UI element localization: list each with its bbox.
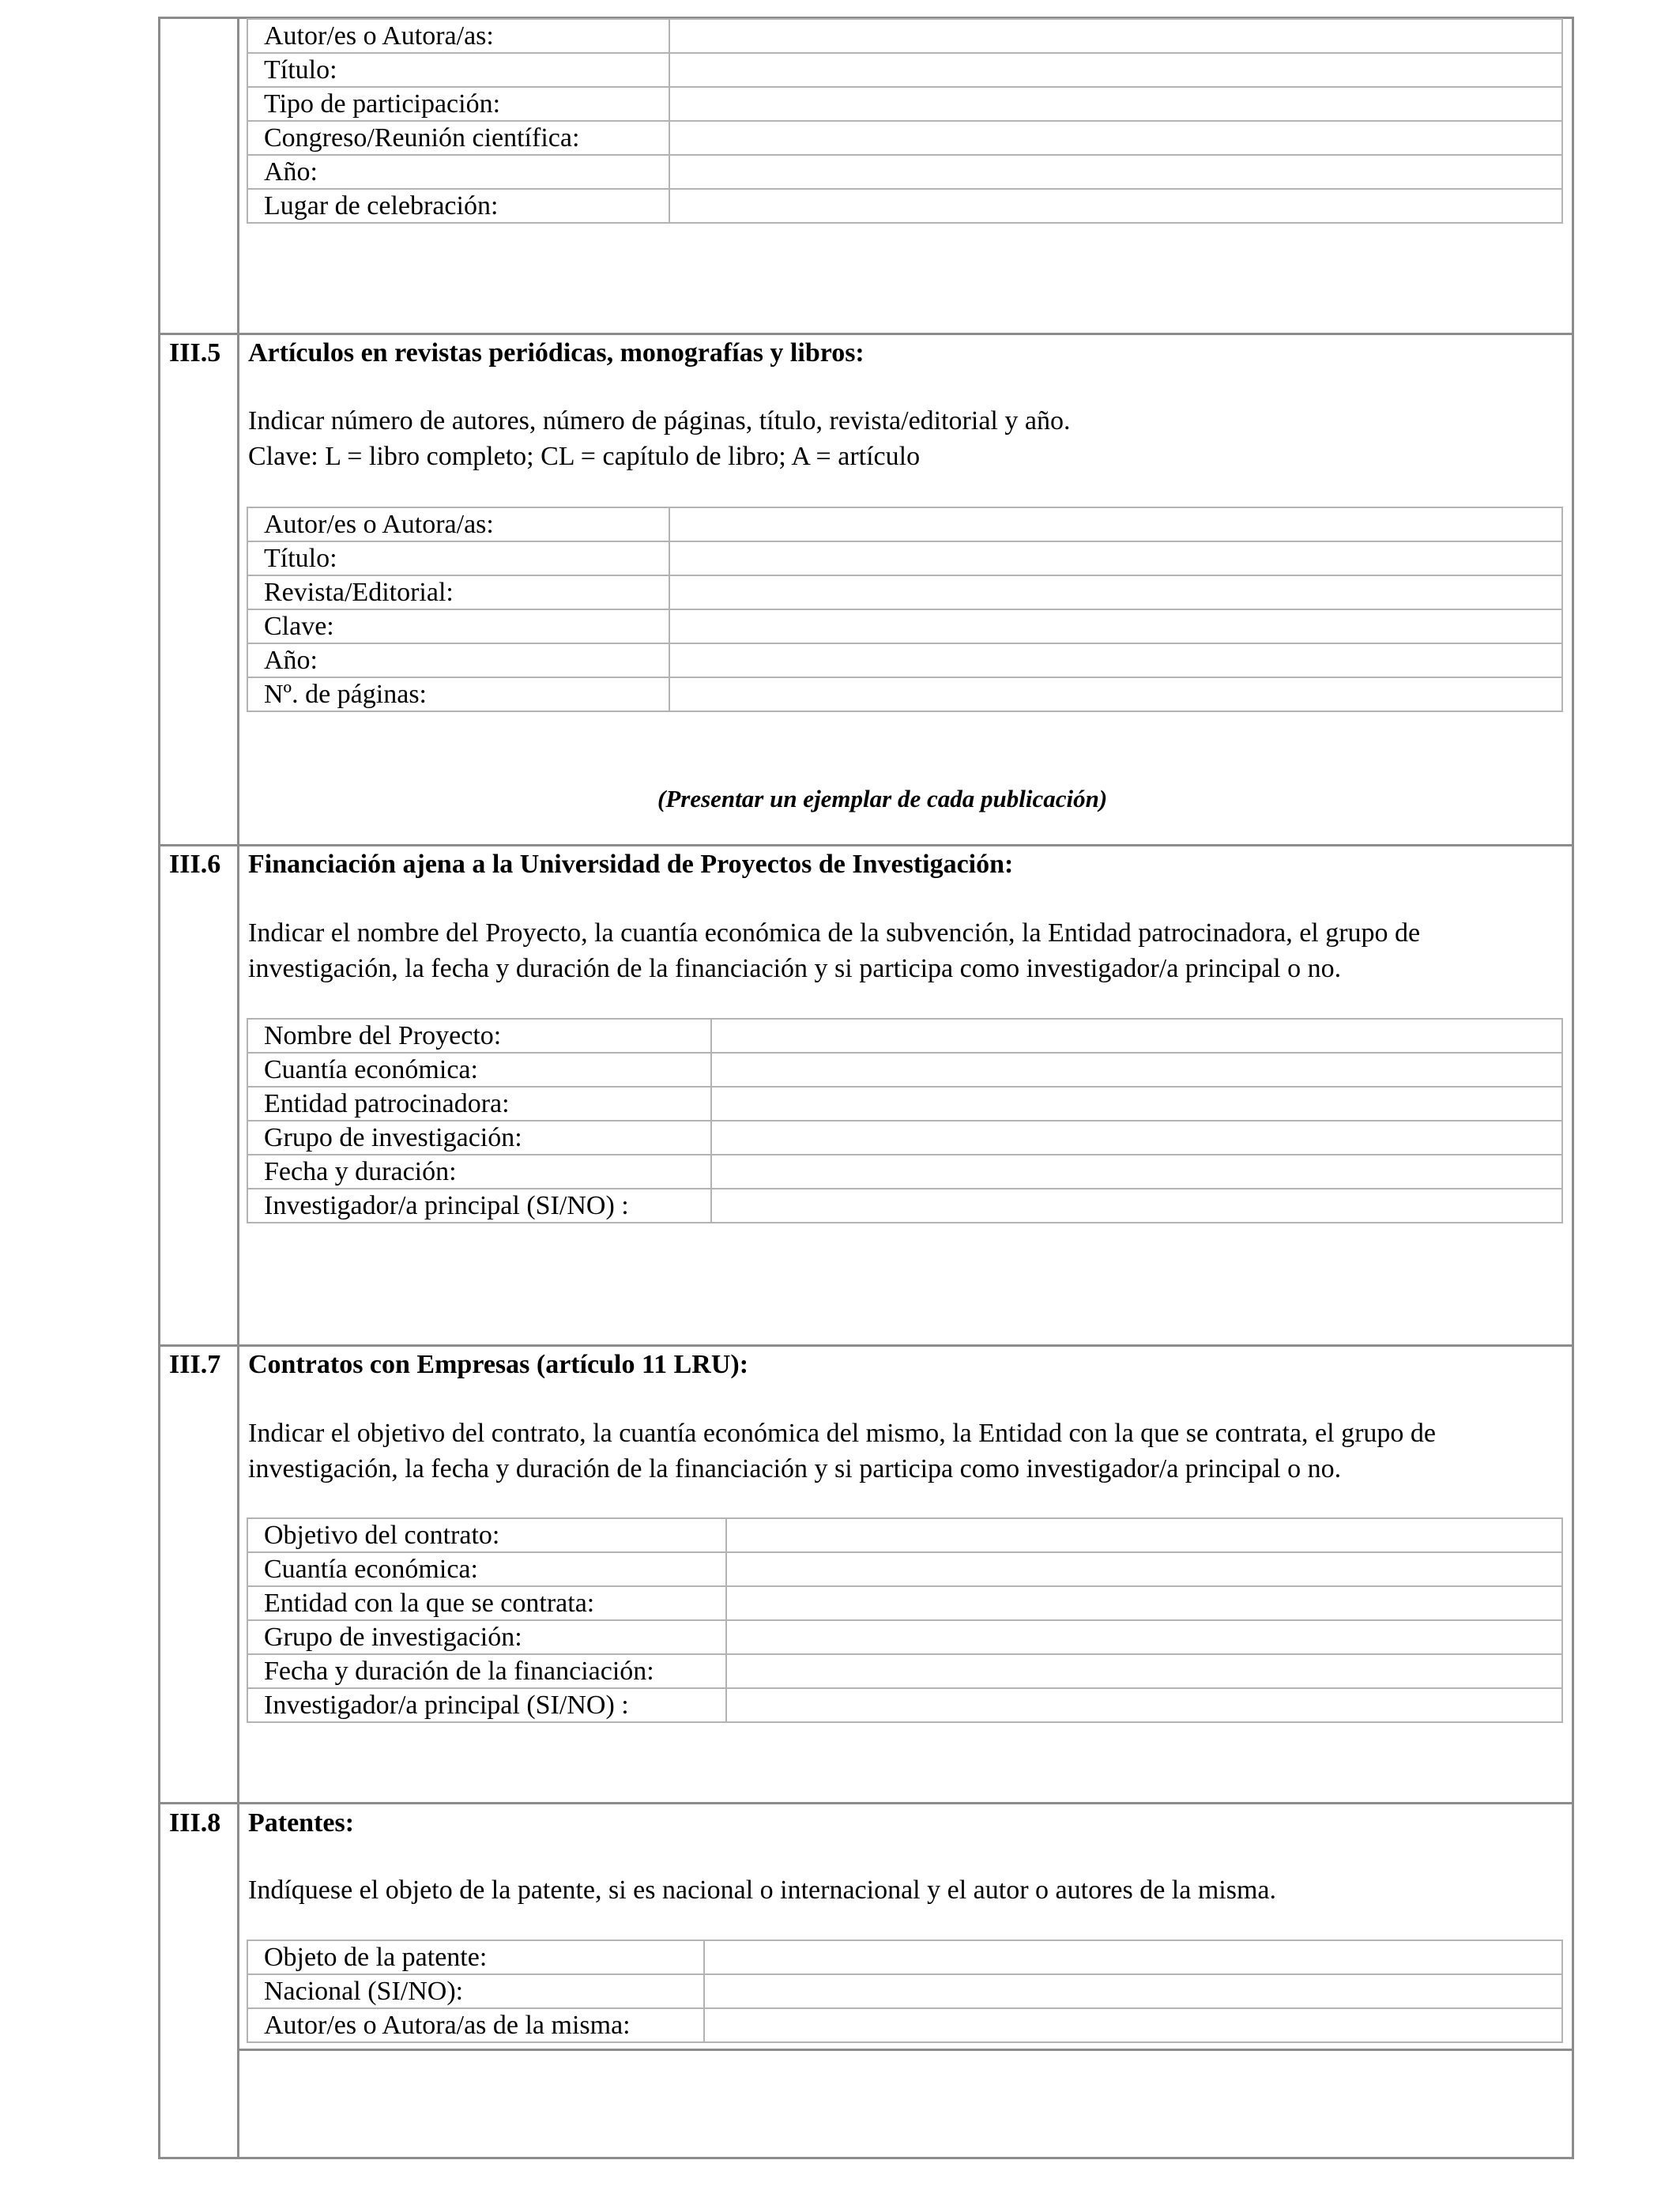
field-label: Clave: bbox=[247, 609, 669, 643]
field-value[interactable] bbox=[669, 53, 1562, 87]
field-label: Investigador/a principal (SI/NO) : bbox=[247, 1688, 726, 1722]
table-row bbox=[247, 1552, 1562, 1586]
field-label: Nacional (SI/NO): bbox=[247, 1974, 704, 2008]
field-label: Cuantía económica: bbox=[247, 1552, 726, 1586]
section-number: III.7 bbox=[169, 1350, 221, 1379]
table-row bbox=[247, 541, 1562, 575]
field-label: Revista/Editorial: bbox=[247, 575, 669, 609]
table-row bbox=[247, 507, 1562, 541]
field-value[interactable] bbox=[711, 1053, 1562, 1087]
field-value[interactable] bbox=[669, 541, 1562, 575]
section-divider bbox=[158, 844, 1574, 846]
patents-table bbox=[247, 1940, 1563, 2043]
field-value[interactable] bbox=[669, 155, 1562, 189]
field-label: Lugar de celebración: bbox=[247, 189, 669, 223]
table-row bbox=[247, 53, 1562, 87]
field-value[interactable] bbox=[704, 1974, 1562, 2008]
field-value[interactable] bbox=[711, 1019, 1562, 1053]
section-key: Clave: L = libro completo; CL = capítulo de libro; A = artículo bbox=[248, 442, 921, 471]
company-contracts-table bbox=[247, 1517, 1563, 1723]
section-description: Indíquese el objeto de la patente, si es nacional o internacional y el autor o autores de la misma. bbox=[248, 1875, 1276, 1905]
section-divider bbox=[158, 1802, 1574, 1804]
section-number: III.6 bbox=[169, 850, 221, 879]
field-value[interactable] bbox=[711, 1155, 1562, 1189]
table-row bbox=[247, 1654, 1562, 1688]
field-value[interactable] bbox=[711, 1087, 1562, 1121]
field-label: Autor/es o Autora/as de la misma: bbox=[247, 2008, 704, 2042]
publication-note: (Presentar un ejemplar de cada publicación) bbox=[657, 785, 1108, 812]
table-row bbox=[247, 1053, 1562, 1087]
frame-number-column-border bbox=[237, 17, 239, 2159]
field-label: Tipo de participación: bbox=[247, 87, 669, 121]
field-label: Investigador/a principal (SI/NO) : bbox=[247, 1189, 711, 1223]
table-row bbox=[247, 87, 1562, 121]
table-row bbox=[247, 2008, 1562, 2042]
table-row bbox=[247, 19, 1562, 53]
field-value[interactable] bbox=[669, 189, 1562, 223]
field-label: Año: bbox=[247, 155, 669, 189]
field-label: Autor/es o Autora/as: bbox=[247, 507, 669, 541]
field-label: Entidad patrocinadora: bbox=[247, 1087, 711, 1121]
section-description: Indicar el objetivo del contrato, la cuantía económica del mismo, la Entidad con la que se contrata, el grupo de investigación, la fecha y duración de la financiación y si participa como investigador/a principal o no. bbox=[248, 1419, 1437, 1483]
field-value[interactable] bbox=[704, 1940, 1562, 1974]
section-divider bbox=[158, 1344, 1574, 1347]
field-value[interactable] bbox=[726, 1586, 1562, 1620]
field-label: Objeto de la patente: bbox=[247, 1940, 704, 1974]
congress-participation-table bbox=[247, 18, 1563, 224]
field-value[interactable] bbox=[669, 121, 1562, 155]
field-value[interactable] bbox=[669, 643, 1562, 677]
section-title: Patentes: bbox=[248, 1808, 355, 1838]
table-row bbox=[247, 575, 1562, 609]
table-row bbox=[247, 121, 1562, 155]
field-label: Objetivo del contrato: bbox=[247, 1518, 726, 1552]
section-title: Artículos en revistas periódicas, monografías y libros: bbox=[248, 338, 864, 368]
field-value[interactable] bbox=[726, 1654, 1562, 1688]
field-label: Fecha y duración: bbox=[247, 1155, 711, 1189]
field-value[interactable] bbox=[669, 87, 1562, 121]
section-divider bbox=[158, 333, 1574, 335]
field-label: Título: bbox=[247, 53, 669, 87]
field-value[interactable] bbox=[669, 575, 1562, 609]
frame-left-border bbox=[158, 17, 160, 2159]
publications-table bbox=[247, 507, 1563, 712]
table-row bbox=[247, 1155, 1562, 1189]
table-row bbox=[247, 1688, 1562, 1722]
field-label: Grupo de investigación: bbox=[247, 1121, 711, 1155]
field-value[interactable] bbox=[669, 609, 1562, 643]
field-value[interactable] bbox=[726, 1688, 1562, 1722]
table-row bbox=[247, 1189, 1562, 1223]
table-row bbox=[247, 1974, 1562, 2008]
frame-bottom-border bbox=[158, 2157, 1574, 2159]
section-title: Contratos con Empresas (artículo 11 LRU): bbox=[248, 1350, 749, 1379]
frame-right-border bbox=[1572, 17, 1574, 2159]
table-row bbox=[247, 1940, 1562, 1974]
table-row bbox=[247, 677, 1562, 711]
table-row bbox=[247, 155, 1562, 189]
project-funding-table bbox=[247, 1018, 1563, 1223]
field-label: Congreso/Reunión científica: bbox=[247, 121, 669, 155]
field-value[interactable] bbox=[669, 507, 1562, 541]
table-row bbox=[247, 189, 1562, 223]
section-number: III.5 bbox=[169, 338, 221, 368]
field-value[interactable] bbox=[669, 677, 1562, 711]
table-row bbox=[247, 1620, 1562, 1654]
section-description: Indicar número de autores, número de páginas, título, revista/editorial y año. bbox=[248, 406, 1071, 435]
field-label: Nº. de páginas: bbox=[247, 677, 669, 711]
field-label: Autor/es o Autora/as: bbox=[247, 19, 669, 53]
field-value[interactable] bbox=[711, 1121, 1562, 1155]
field-value[interactable] bbox=[669, 19, 1562, 53]
field-value[interactable] bbox=[726, 1552, 1562, 1586]
field-label: Nombre del Proyecto: bbox=[247, 1019, 711, 1053]
table-row bbox=[247, 1087, 1562, 1121]
table-row bbox=[247, 1121, 1562, 1155]
field-label: Cuantía económica: bbox=[247, 1053, 711, 1087]
field-label: Grupo de investigación: bbox=[247, 1620, 726, 1654]
field-label: Título: bbox=[247, 541, 669, 575]
field-value[interactable] bbox=[704, 2008, 1562, 2042]
field-value[interactable] bbox=[726, 1518, 1562, 1552]
table-row bbox=[247, 1019, 1562, 1053]
table-row bbox=[247, 643, 1562, 677]
table-row bbox=[247, 1586, 1562, 1620]
section-description: Indicar el nombre del Proyecto, la cuantía económica de la subvención, la Entidad patrocinadora, el grupo de investigación, la fecha y duración de la financiación y si participa como investigador/a principal o no. bbox=[248, 918, 1421, 983]
field-label: Entidad con la que se contrata: bbox=[247, 1586, 726, 1620]
field-value[interactable] bbox=[726, 1620, 1562, 1654]
table-row bbox=[247, 609, 1562, 643]
section-divider bbox=[237, 2049, 1574, 2051]
field-label: Año: bbox=[247, 643, 669, 677]
field-value[interactable] bbox=[711, 1189, 1562, 1223]
section-number: III.8 bbox=[169, 1808, 221, 1838]
section-title: Financiación ajena a la Universidad de Proyectos de Investigación: bbox=[248, 850, 1014, 879]
field-label: Fecha y duración de la financiación: bbox=[247, 1654, 726, 1688]
table-row bbox=[247, 1518, 1562, 1552]
